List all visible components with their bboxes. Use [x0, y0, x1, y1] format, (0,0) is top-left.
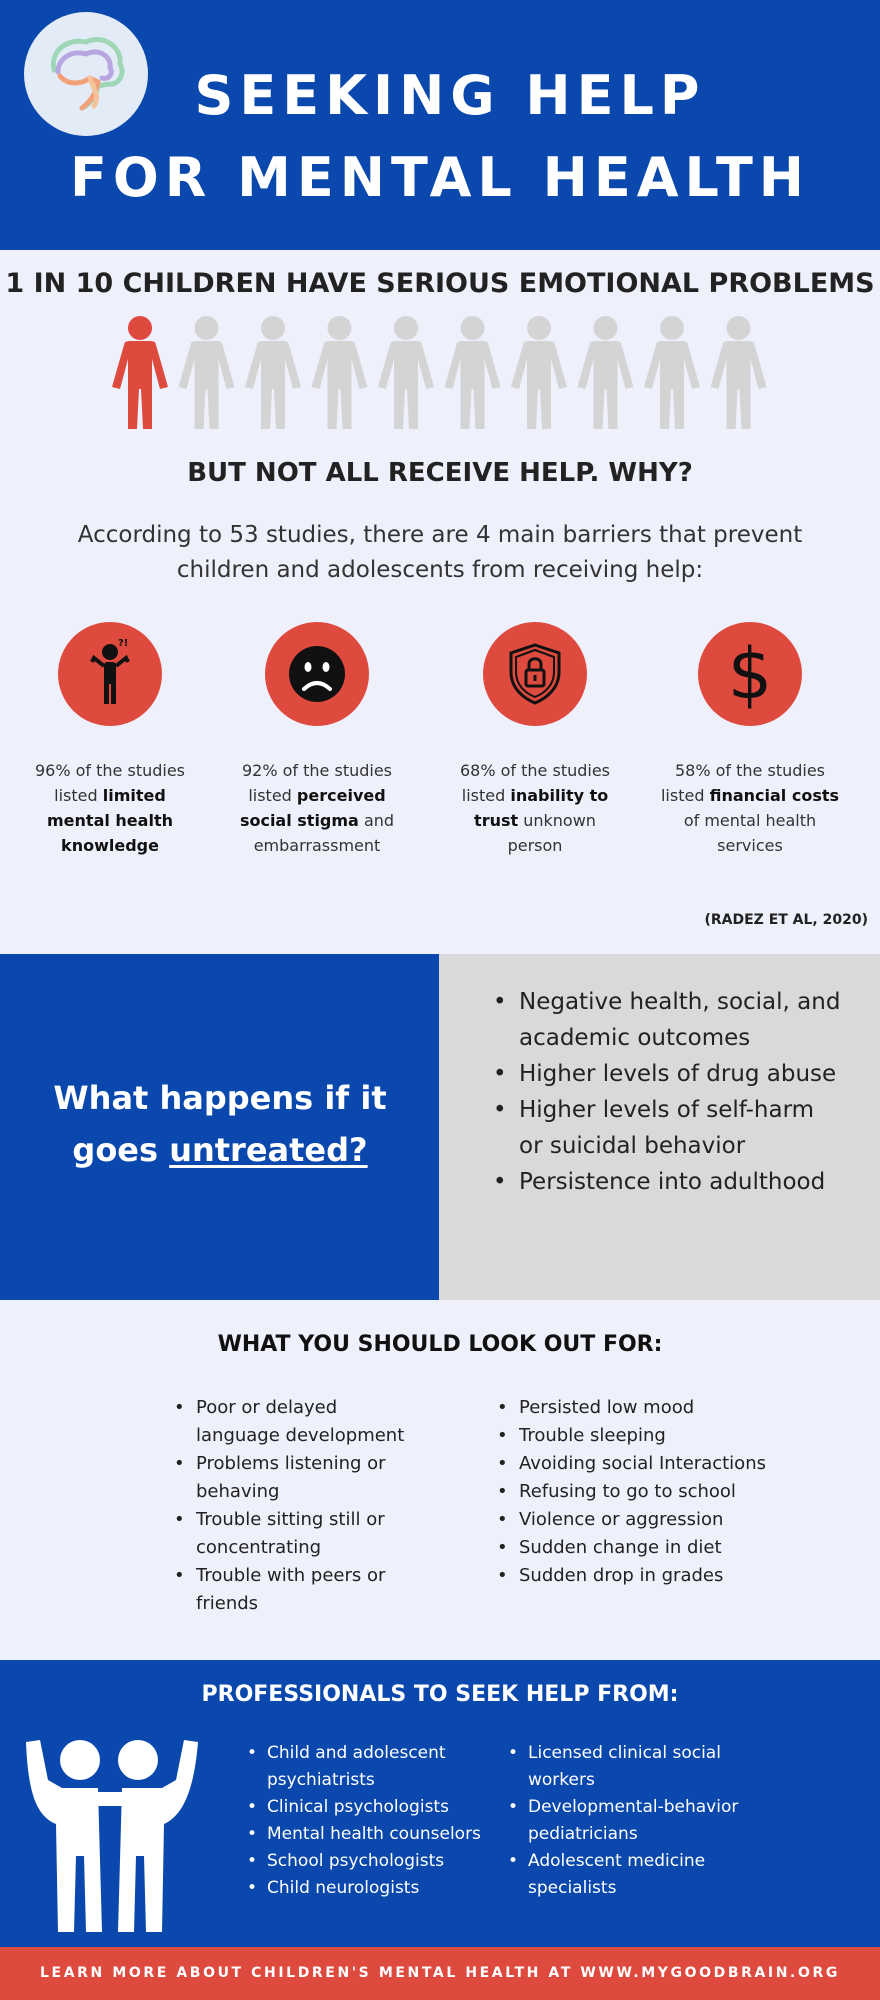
person-icon	[445, 316, 501, 429]
footer-link-text[interactable]: LEARN MORE ABOUT CHILDREN'S MENTAL HEALTH AT WWW.MYGOODBRAIN.ORG	[40, 1965, 840, 1981]
lookout-heading: WHAT YOU SHOULD LOOK OUT FOR:	[217, 1332, 663, 1357]
barrier-text: 58% of the studies listed financial costs of mental health services	[660, 761, 840, 855]
page-title-line1: SEEKING HELP	[194, 64, 706, 127]
barrier-text: 68% of the studies listed inability to trust unknown person	[459, 761, 611, 855]
support-people-icon	[22, 1732, 202, 1932]
list-item: • Poor or delayed language development	[174, 1394, 414, 1450]
list-item: • Adolescent medicine specialists	[506, 1848, 756, 1902]
list-item: • Clinical psychologists	[245, 1794, 485, 1821]
list-item: • Trouble sleeping	[497, 1422, 767, 1450]
list-item: • Higher levels of drug abuse	[493, 1056, 843, 1092]
consequences-panel	[439, 954, 880, 1300]
list-item: • Violence or aggression	[497, 1506, 767, 1534]
person-icon	[312, 316, 368, 429]
barrier-stigma	[227, 622, 407, 858]
person-icon	[511, 316, 567, 429]
barriers-intro: According to 53 studies, there are 4 main barriers that prevent children and adolescents from receiving help:	[77, 522, 803, 583]
list-item: • Persistence into adulthood	[493, 1164, 843, 1200]
list-item: • Licensed clinical social workers	[506, 1740, 756, 1794]
person-icon	[245, 316, 301, 429]
list-item: • Developmental-behavior pediatricians	[506, 1794, 756, 1848]
list-item: • Negative health, social, and academic outcomes	[493, 984, 843, 1056]
list-item: • Refusing to go to school	[497, 1478, 767, 1506]
person-icon	[578, 316, 634, 429]
person-icon	[644, 316, 700, 429]
list-item: • Child and adolescent psychiatrists	[245, 1740, 485, 1794]
dollar-icon	[698, 622, 802, 726]
list-item: • Problems listening or behaving	[174, 1450, 414, 1506]
list-item: • Sudden drop in grades	[497, 1562, 767, 1590]
warning-signs-right	[497, 1394, 767, 1590]
person-icon	[711, 316, 767, 429]
list-item: • Persisted low mood	[497, 1394, 767, 1422]
barrier-text: 92% of the studies listed perceived social stigma and embarrassment	[239, 761, 395, 855]
warning-signs-left	[174, 1394, 414, 1618]
list-item: • School psychologists	[245, 1848, 485, 1875]
list-item: • Trouble with peers or friends	[174, 1562, 414, 1618]
professionals-list-right	[506, 1740, 756, 1902]
statistic-heading: 1 IN 10 CHILDREN HAVE SERIOUS EMOTIONAL PROBLEMS	[5, 268, 875, 299]
barrier-cost	[660, 622, 840, 858]
sad-face-icon	[265, 622, 369, 726]
list-item: • Mental health counselors	[245, 1821, 485, 1848]
professionals-section	[0, 1660, 880, 1947]
barrier-text: 96% of the studies listed limited mental health knowledge	[34, 761, 186, 855]
confused-person-icon	[58, 622, 162, 726]
header-banner	[0, 0, 880, 250]
svg-text:$: $	[727, 636, 773, 712]
professionals-list-left	[245, 1740, 485, 1902]
list-item: • Avoiding social Interactions	[497, 1450, 767, 1478]
list-item: • Trouble sitting still or concentrating	[174, 1506, 414, 1562]
svg-text:?!: ?!	[118, 638, 129, 649]
citation: (RADEZ ET AL, 2020)	[704, 912, 868, 928]
shield-lock-icon	[483, 622, 587, 726]
list-item: • Sudden change in diet	[497, 1534, 767, 1562]
list-item: • Child neurologists	[245, 1875, 485, 1902]
person-icon-highlighted	[112, 316, 168, 429]
person-icon	[378, 316, 434, 429]
why-heading: BUT NOT ALL RECEIVE HELP. WHY?	[187, 458, 693, 488]
professionals-heading: PROFESSIONALS TO SEEK HELP FROM:	[201, 1682, 679, 1707]
people-pictogram	[110, 315, 790, 435]
page-title-line2: FOR MENTAL HEALTH	[69, 146, 810, 209]
barrier-knowledge	[20, 622, 200, 858]
list-item: • Higher levels of self-harm or suicidal behavior	[493, 1092, 843, 1164]
untreated-question: What happens if it goes untreated?	[53, 1079, 387, 1169]
untreated-panel	[0, 954, 439, 1300]
footer-banner	[0, 1947, 880, 2000]
person-icon	[179, 316, 235, 429]
consequences-list	[493, 984, 843, 1200]
barrier-trust	[445, 622, 625, 858]
